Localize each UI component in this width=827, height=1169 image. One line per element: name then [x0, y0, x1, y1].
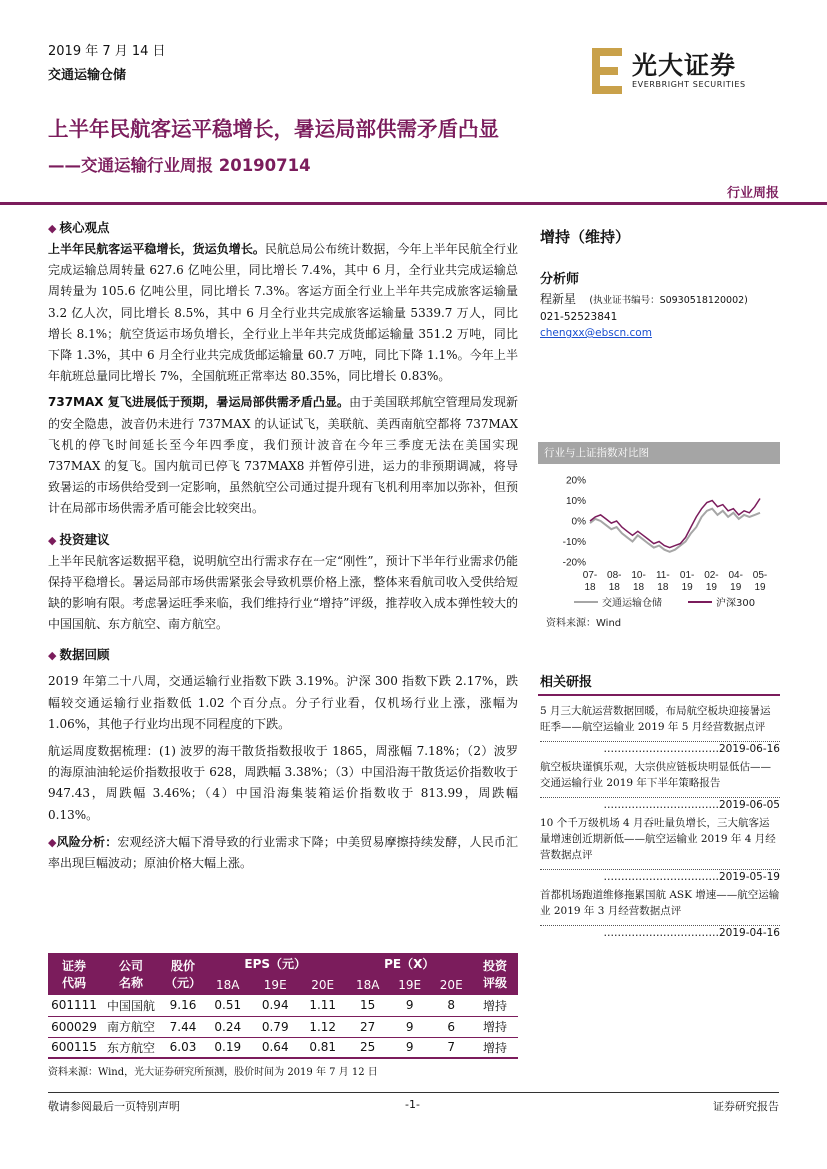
x-tick-label: 04-: [728, 570, 743, 581]
cell: 600115: [51, 1040, 97, 1055]
table-row: [48, 1037, 518, 1058]
table-source: 资料来源：Wind，光大证券研究所预测，股价时间为 2019 年 7 月 12 日: [48, 1067, 378, 1078]
cell: 0.64: [261, 1040, 289, 1055]
core-paragraph-1: 上半年民航客运平稳增长，货运负增长。民航总局公布统计数据，今年上半年民航全行业完成运输总周转量 627.6 亿吨公里，同比增长 7.4%，其中 6 月，全行业共完成运输总周转量为 105.6 亿吨公里，同比增长 7.3%。客运方面全行业上半年共完成旅客运输量 3.2 亿人次，同比增长 8.5%，其中 6 月全行业共完成旅客运输量 5339.7 万人，同比增长 8.1%；航空货运市场负增长，全行业上半年共完成货邮运输量 351.2 万吨，同比下降 1.3%，其中 6 月全行业共完成货邮运输量 60.7 万吨，同比下降 1.1%。今年上半年航班总量同比增长 7%，全国航班正常率达 80.35%，同比增长 0.83%。: [48, 242, 518, 384]
th-year: 20E: [430, 974, 472, 995]
analyst-phone: 021-52523841: [540, 311, 618, 323]
stock-table-wrap: [48, 953, 518, 1078]
x-tick-label: 18: [608, 582, 620, 593]
analyst-heading: 分析师: [540, 272, 580, 287]
cell: 增持: [482, 1020, 507, 1034]
x-tick-label: 19: [681, 582, 693, 593]
x-tick-label: 18: [657, 582, 669, 593]
x-tick-label: 19: [730, 582, 742, 593]
th-price: 股价 （元）: [162, 953, 204, 995]
chart-plot: [538, 464, 780, 638]
th-year: 18A: [204, 974, 251, 995]
related-date: ……………………………2019-06-05: [540, 797, 780, 811]
related-date: ……………………………2019-06-16: [540, 741, 780, 755]
footer-divider: [48, 1092, 779, 1093]
cell: 6: [447, 1019, 456, 1034]
core-heading: ◆ 核心观点: [48, 220, 110, 235]
stock-table: [48, 953, 518, 1059]
header-divider: [0, 202, 827, 205]
core-paragraph-2: 737MAX 复飞进展低于预期，暑运局部供需矛盾凸显。由于美国联邦航空管理局发现新的安全隐患，波音仍未进行 737MAX 的认证试飞，美联航、美西南航空都将 737MAX 飞机的停飞时间延长至今年四季度，我们预计波音在今年三季度无法在美国实现 737MAX 的复飞。国内航司已停飞 737MAX8 并暂停引进，运力的非预期调减，将导致暑运的市场供给受到一定影响，虽然航空公司通过提升现有飞机利用率加以弥补，但预计在局部市场供需矛盾可能会比较突出。: [48, 395, 518, 516]
cell: 9: [405, 998, 414, 1013]
legend-label: 交通运输仓储: [602, 598, 662, 609]
cell: 0.79: [261, 1019, 289, 1034]
cell: 0.24: [214, 1019, 242, 1034]
x-tick-label: 18: [584, 582, 596, 593]
main-column: [48, 218, 518, 874]
th-year: 19E: [389, 974, 431, 995]
analyst-info: [540, 291, 780, 341]
sector-label: 交通运输仓储: [48, 68, 127, 83]
list-item[interactable]: 航空板块谨慎乐观，大宗供应链板块明显低估——交通运输行业 2019 年下半年策略报告: [540, 761, 771, 789]
table-row: [48, 995, 518, 1016]
report-type: 行业周报: [726, 186, 779, 201]
cell: 601111: [51, 998, 97, 1013]
x-tick-label: 01-: [679, 570, 695, 581]
logo-text-en: EVERBRIGHT SECURITIES: [632, 80, 746, 89]
cell: 7.44: [169, 1019, 197, 1034]
invest-heading: ◆ 投资建议: [48, 531, 110, 547]
x-tick-label: 08-: [607, 570, 622, 581]
related-heading: 相关研报: [540, 675, 593, 690]
series-line: [590, 499, 760, 548]
analyst-email[interactable]: chengxx@ebscn.com: [540, 327, 652, 339]
th-year: 20E: [299, 974, 346, 995]
analyst-name: 程新星: [540, 292, 577, 306]
cell: 9.16: [169, 998, 197, 1013]
cell: 南方航空: [106, 1020, 155, 1034]
report-subtitle: ——交通运输行业周报 20190714: [48, 156, 311, 175]
cell: 0.51: [214, 998, 242, 1013]
y-tick-label: 0%: [571, 516, 586, 528]
data-review-paragraph-1: 2019 年第二十八周，交通运输行业指数下跌 3.19%。沪深 300 指数下跌 2.17%，跌幅较交通运输行业指数低 1.02 个百分点。分子行业看，仅机场行业上涨，涨幅为 1.06%，其他子行业均出现不同程度的下跌。: [48, 674, 518, 731]
diamond-icon: ◆: [48, 533, 57, 547]
footer-right: 证券研究报告: [713, 1100, 779, 1113]
list-item[interactable]: 首都机场跑道维修拖累国航 ASK 增速——航空运输业 2019 年 3 月经营数据点评: [540, 889, 780, 917]
diamond-icon: ◆: [48, 222, 57, 235]
list-item[interactable]: 5 月三大航运营数据回暖，布局航空板块迎接暑运旺季——航空运输业 2019 年 5 月经营数据点评: [540, 705, 771, 733]
y-tick-label: 10%: [565, 496, 586, 507]
y-tick-label: -10%: [562, 537, 586, 548]
cell: 1.11: [309, 998, 337, 1013]
list-item[interactable]: 10 个千万级机场 4 月吞吐量负增长，三大航客运量增速创近期新低——航空运输业 2019 年 4 月经营数据点评: [540, 817, 776, 861]
footer-left: 敬请参阅最后一页特别声明: [48, 1100, 180, 1113]
x-tick-label: 07-: [582, 570, 598, 581]
x-tick-label: 11-: [655, 570, 670, 581]
cell: 1.12: [309, 1019, 337, 1034]
cell: 600029: [51, 1019, 97, 1034]
logo-text-cn: 光大证券: [632, 51, 737, 80]
table-row: [48, 1016, 518, 1037]
th-year: 19E: [251, 974, 298, 995]
data-review-heading: ◆ 数据回顾: [48, 647, 110, 663]
x-tick-label: 05-: [752, 570, 768, 581]
comparison-chart: [538, 442, 780, 638]
cell: 0.94: [261, 998, 289, 1013]
cell: 15: [360, 998, 376, 1013]
invest-paragraph: 上半年民航客运数据平稳，说明航空出行需求存在一定“刚性”，预计下半年行业需求仍能保持平稳增长。暑运局部市场供需紧张会导致机票价格上涨，整体来看航司收入受供给短缺的影响有限。考虑暑运旺季来临，我们维持行业“增持”评级，推荐收入成本弹性较大的中国国航、东方航空、南方航空。: [48, 553, 518, 632]
report-date: 2019 年 7 月 14 日: [48, 44, 166, 59]
cell: 0.19: [214, 1040, 242, 1055]
report-title: 上半年民航客运平稳增长，暑运局部供需矛盾凸显: [48, 117, 499, 141]
x-tick-label: 02-: [704, 570, 719, 581]
th-rating: 投资 评级: [472, 953, 518, 995]
cell: 东方航空: [106, 1040, 155, 1055]
related-divider: [538, 694, 780, 696]
cell: 中国国航: [106, 998, 155, 1013]
rating: 增持（维持）: [540, 228, 631, 246]
x-tick-label: 19: [754, 582, 766, 593]
everbright-logo: [592, 46, 782, 96]
chart-title: 行业与上证指数对比图: [538, 442, 780, 464]
y-tick-label: 20%: [565, 475, 586, 487]
data-review-paragraph-2: 航运周度数据梳理：(1) 波罗的海干散货指数报收于 1865，周涨幅 7.18%；（2）波罗的海原油油轮运价指数报收于 628，周跌幅 3.38%；（3）中国沿海干散货运价指数收于 947.43，周跌幅 3.46%；（4）中国沿海集装箱运价指数收于 813.99，周跌幅 0.13%。: [48, 744, 518, 822]
diamond-icon: ◆: [48, 649, 57, 663]
cell: 增持: [482, 998, 507, 1013]
th-name: 公司 名称: [100, 953, 162, 995]
legend-label: 沪深300: [716, 598, 756, 609]
x-tick-label: 10-: [631, 570, 646, 581]
cell: 7: [447, 1040, 456, 1055]
th-eps: EPS（元）: [204, 953, 346, 974]
cell: 9: [405, 1040, 414, 1055]
cell: 增持: [482, 1040, 507, 1055]
cell: 9: [405, 1019, 414, 1034]
cell: 0.81: [309, 1040, 337, 1055]
analyst-cert: (执业证书编号：S0930518120002): [589, 295, 748, 306]
th-code: 证券 代码: [48, 953, 100, 995]
cell: 8: [447, 998, 456, 1013]
related-date: ……………………………2019-05-19: [540, 869, 780, 883]
page-number: -1-: [405, 1098, 420, 1111]
cell: 6.03: [169, 1040, 197, 1055]
x-tick-label: 19: [705, 582, 717, 593]
related-date: ……………………………2019-04-16: [540, 925, 780, 939]
risk-paragraph: ◆风险分析：宏观经济大幅下滑导致的行业需求下降；中美贸易摩擦持续发酵，人民币汇率出现巨幅波动；原油价格大幅上涨。: [48, 834, 518, 871]
chart-source: 资料来源：Wind: [546, 618, 622, 629]
y-tick-label: -20%: [562, 557, 586, 569]
logo-mark-icon: [592, 48, 626, 94]
related-list: [540, 703, 780, 939]
th-pe: PE（X）: [346, 953, 472, 974]
diamond-icon: ◆: [48, 835, 57, 849]
x-tick-label: 18: [633, 582, 645, 593]
cell: 27: [360, 1019, 376, 1034]
cell: 25: [360, 1040, 376, 1055]
th-year: 18A: [346, 974, 388, 995]
